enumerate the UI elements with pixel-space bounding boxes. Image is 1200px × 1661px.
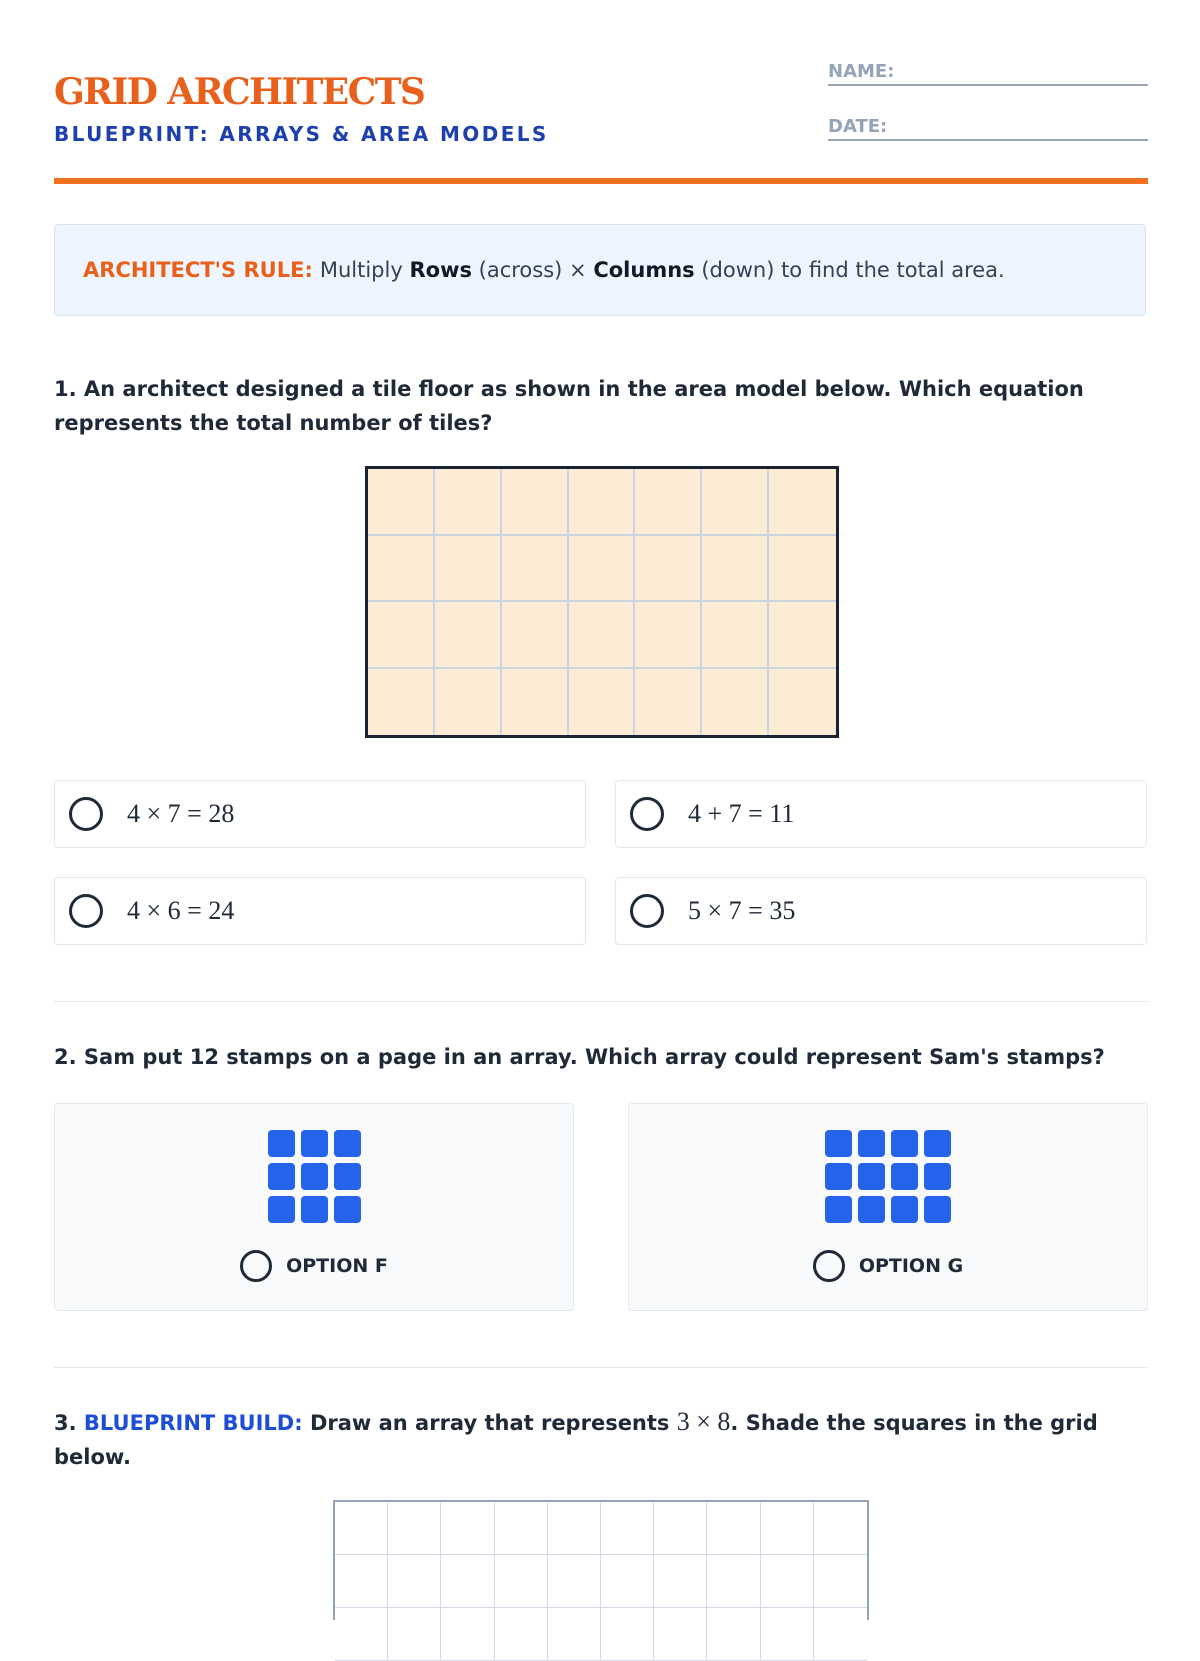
stamp-square <box>924 1196 951 1223</box>
worksheet-subtitle: BLUEPRINT: ARRAYS & AREA MODELS <box>54 122 549 146</box>
q1-option-c[interactable] <box>54 877 586 945</box>
grid-square[interactable] <box>654 1608 707 1661</box>
grid-square[interactable] <box>601 1608 654 1661</box>
stamp-square <box>334 1196 361 1223</box>
section-divider <box>54 1367 1148 1368</box>
grid-square[interactable] <box>761 1502 814 1555</box>
rule-rows: Rows <box>409 258 472 282</box>
option-g-label: OPTION G <box>858 1255 964 1277</box>
blueprint-build-grid[interactable] <box>333 1500 869 1620</box>
stamp-square <box>924 1163 951 1190</box>
option-equation: 4 + 7 = 11 <box>688 799 795 828</box>
stamp-square <box>891 1163 918 1190</box>
grid-square[interactable] <box>814 1502 867 1555</box>
radio-button[interactable] <box>630 894 664 928</box>
tile-cell <box>502 469 569 536</box>
date-field[interactable] <box>828 115 1148 141</box>
stamp-square <box>301 1130 328 1157</box>
tile-cell <box>635 536 702 603</box>
tile-cell <box>769 602 836 669</box>
question-3-text-1: Draw an array that represents <box>309 1411 670 1435</box>
worksheet-title: GRID ARCHITECTS <box>54 71 425 113</box>
grid-square[interactable] <box>335 1608 388 1661</box>
stamp-square <box>858 1130 885 1157</box>
tile-cell <box>635 602 702 669</box>
stamp-square <box>268 1163 295 1190</box>
grid-square[interactable] <box>335 1502 388 1555</box>
option-f-label: OPTION F <box>286 1255 388 1277</box>
tile-cell <box>569 536 636 603</box>
question-2-text: 2. Sam put 12 stamps on a page in an array. Which array could represent Sam's stamps? <box>54 1045 1105 1069</box>
stamp-array-g <box>825 1130 951 1223</box>
option-equation: 4 × 7 = 28 <box>127 799 235 828</box>
grid-square[interactable] <box>441 1502 494 1555</box>
stamp-square <box>334 1163 361 1190</box>
stamp-square <box>301 1163 328 1190</box>
rule-text-2: (across) × <box>478 258 587 282</box>
rule-label: ARCHITECT'S RULE: <box>83 258 313 282</box>
tile-cell <box>635 469 702 536</box>
tile-cell <box>435 469 502 536</box>
stamp-square <box>825 1130 852 1157</box>
grid-square[interactable] <box>814 1555 867 1608</box>
tile-cell <box>435 536 502 603</box>
tile-cell <box>502 669 569 736</box>
grid-square[interactable] <box>388 1502 441 1555</box>
tile-cell <box>769 669 836 736</box>
q2-option-g-card[interactable] <box>628 1103 1148 1311</box>
tile-cell <box>569 602 636 669</box>
radio-button[interactable] <box>630 797 664 831</box>
question-3-math: 3 × 8 <box>676 1407 731 1436</box>
area-model-grid <box>365 466 839 738</box>
stamp-square <box>334 1130 361 1157</box>
tile-cell <box>702 602 769 669</box>
question-1-text: 1. An architect designed a tile floor as shown in the area model below. Which equation represents the total number of tiles? <box>54 377 1084 435</box>
stamp-square <box>858 1163 885 1190</box>
question-3-text-2: . Shade the squares in the grid below. <box>54 1411 1098 1469</box>
grid-square[interactable] <box>388 1608 441 1661</box>
tile-cell <box>368 602 435 669</box>
stamp-square <box>891 1196 918 1223</box>
grid-square[interactable] <box>814 1608 867 1661</box>
radio-button[interactable] <box>813 1250 845 1282</box>
tile-cell <box>435 669 502 736</box>
grid-square[interactable] <box>495 1555 548 1608</box>
architects-rule-box <box>54 224 1146 316</box>
stamp-square <box>268 1130 295 1157</box>
stamp-square <box>268 1196 295 1223</box>
stamp-square <box>924 1130 951 1157</box>
grid-square[interactable] <box>548 1608 601 1661</box>
q1-option-d[interactable] <box>615 877 1147 945</box>
grid-square[interactable] <box>707 1608 760 1661</box>
stamp-square <box>825 1163 852 1190</box>
option-equation: 4 × 6 = 24 <box>127 896 235 925</box>
question-3-number: 3. <box>54 1411 77 1435</box>
tile-cell <box>502 602 569 669</box>
stamp-square <box>825 1196 852 1223</box>
rule-columns: Columns <box>593 258 695 282</box>
name-label: NAME: <box>828 61 895 82</box>
radio-button[interactable] <box>69 894 103 928</box>
grid-square[interactable] <box>654 1555 707 1608</box>
grid-square[interactable] <box>707 1502 760 1555</box>
tile-cell <box>368 536 435 603</box>
tile-cell <box>702 469 769 536</box>
q2-option-f-card[interactable] <box>54 1103 574 1311</box>
option-equation: 5 × 7 = 35 <box>688 896 796 925</box>
tile-cell <box>569 669 636 736</box>
question-3-text <box>54 1405 1148 1474</box>
tile-cell <box>769 536 836 603</box>
tile-cell <box>635 669 702 736</box>
q1-option-b[interactable] <box>615 780 1147 848</box>
stamp-square <box>858 1196 885 1223</box>
radio-button[interactable] <box>69 797 103 831</box>
grid-square[interactable] <box>388 1555 441 1608</box>
grid-square[interactable] <box>335 1555 388 1608</box>
date-label: DATE: <box>828 116 888 137</box>
radio-button[interactable] <box>240 1250 272 1282</box>
stamp-array-f <box>268 1130 361 1223</box>
tile-cell <box>702 669 769 736</box>
tile-cell <box>368 469 435 536</box>
q1-option-a[interactable] <box>54 780 586 848</box>
tile-cell <box>435 602 502 669</box>
grid-square[interactable] <box>441 1608 494 1661</box>
tile-cell <box>569 469 636 536</box>
tile-cell <box>702 536 769 603</box>
grid-square[interactable] <box>441 1555 494 1608</box>
grid-square[interactable] <box>601 1555 654 1608</box>
tile-cell <box>769 469 836 536</box>
tile-cell <box>368 669 435 736</box>
blueprint-build-label: BLUEPRINT BUILD: <box>83 1411 303 1435</box>
rule-text-3: (down) to find the total area. <box>701 258 1005 282</box>
name-field[interactable] <box>828 60 1148 86</box>
grid-square[interactable] <box>601 1502 654 1555</box>
grid-square[interactable] <box>548 1502 601 1555</box>
grid-square[interactable] <box>548 1555 601 1608</box>
stamp-square <box>891 1130 918 1157</box>
section-divider <box>54 1001 1148 1002</box>
stamp-square <box>301 1196 328 1223</box>
grid-square[interactable] <box>707 1555 760 1608</box>
grid-square[interactable] <box>761 1608 814 1661</box>
tile-cell <box>502 536 569 603</box>
rule-text-1: Multiply <box>319 258 403 282</box>
grid-square[interactable] <box>654 1502 707 1555</box>
header-divider <box>54 178 1148 184</box>
grid-square[interactable] <box>495 1502 548 1555</box>
grid-square[interactable] <box>495 1608 548 1661</box>
grid-square[interactable] <box>761 1555 814 1608</box>
